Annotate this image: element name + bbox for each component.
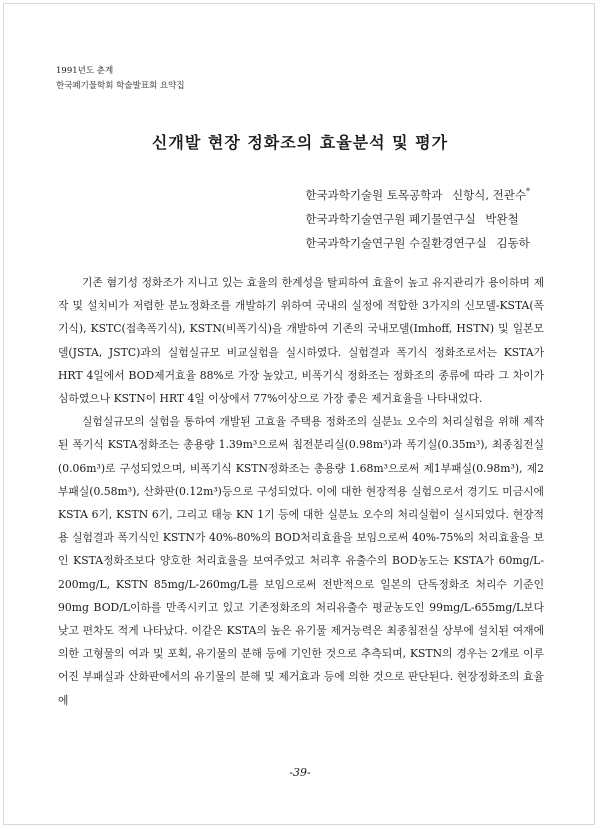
author-name: 박완철 <box>485 211 519 226</box>
author-name: 김동하 <box>496 235 530 250</box>
author-list <box>305 180 530 255</box>
author-line <box>305 231 530 255</box>
author-affiliation: 한국과학기술연구원 수질환경연구실 <box>305 235 487 250</box>
header-proceedings: 한국폐기물학회 학술발표회 요약집 <box>56 81 185 91</box>
paper-title: 신개발 현장 정화조의 효율분석 및 평가 <box>151 133 449 152</box>
corresponding-author-mark: * <box>526 187 530 196</box>
body-paragraph: 기존 혐기성 정화조가 지니고 있는 효율의 한계성을 탈피하여 효율이 높고 유지관리가 용이하며 제작 및 설치비가 저렴한 분뇨정화조를 개발하기 위하여 국내의 실정에 적합한 3가지의 신모델-KSTA(폭기식), KSTC(접촉폭기식), KSTN(비폭기식)을 개발하여 기존의 국내모델(Imhoff, HSTN) 및 일본모델(JSTA, JSTC)과의 실험실규모 비교실험을 실시하였다. 실험결과 폭기식 정화조로서는 KSTA가 HRT 4일에서 BOD제거효율 88%로 가장 높았고, 비폭기식 정화조는 정화조의 종류에 따라 그 차이가 심하였으나 KSTN이 HRT 4일 이상에서 77%이상으로 가장 좋은 제거효율을 나타내었다. <box>58 276 544 406</box>
proceedings-header <box>56 64 185 94</box>
abstract-body <box>58 271 544 712</box>
author-affiliation: 한국과학기술원 토목공학과 <box>305 187 443 202</box>
body-paragraph: 실험실규모의 실험을 통하여 개발된 고효율 주택용 정화조의 실분뇨 오수의 처리실험을 위해 제작된 폭기식 KSTA정화조는 총용량 1.39m³으로써 침전분리실(0.98m³)과 폭기실(0.35m³), 최종침전실(0.06m³)로 구성되었으며, 비폭기식 KSTN정화조는 총용량 1.68m³으로써 제1부패실(0.98m³), 제2부패실(0.58m³), 산화판(0.12m³)등으로 구성되었다. 이에 대한 현장적용 실험으로서 경기도 미금시에 KSTA 6기, KSTN 6기, 그리고 태능 KN 1기 등에 대한 실분뇨 오수의 처리실험이 실시되었다. 현장적용 실험결과 폭기식인 KSTN가 40%-80%의 BOD처리효율을 보임으로써 40%-75%의 처리효율을 보인 KSTA정화조보다 양호한 처리효율을 보여주었고 처리후 유출수의 BOD농도는 KSTA가 60mg/L-200mg/L, KSTN 85mg/L-260mg/L를 보임으로써 전반적으로 일본의 단독정화조 처리수 기준인 90mg BOD/L이하를 만족시키고 있고 기존정화조의 처리유출수 평균농도인 99mg/L-655mg/L보다 낮고 편차도 적게 나타났다. 이같은 KSTA의 높은 유기물 제거능력은 최종침전실 상부에 설치된 여재에 의한 고형물의 여과 및 포획, 유기물의 분해 등에 기인한 것으로 추측되며, KSTN의 경우는 2개로 이루어진 부패실과 산화판에서의 유기물의 분해 및 제거효과 등에 의한 것으로 판단된다. 현장정화조의 효율에 <box>58 415 544 707</box>
author-line <box>305 207 530 231</box>
page-number: -39- <box>289 766 311 779</box>
author-line <box>305 180 530 207</box>
header-year: 1991년도 춘계 <box>56 66 114 76</box>
author-name: 신항식, 전관수 <box>452 187 526 202</box>
author-affiliation: 한국과학기술연구원 폐기물연구실 <box>305 211 476 226</box>
